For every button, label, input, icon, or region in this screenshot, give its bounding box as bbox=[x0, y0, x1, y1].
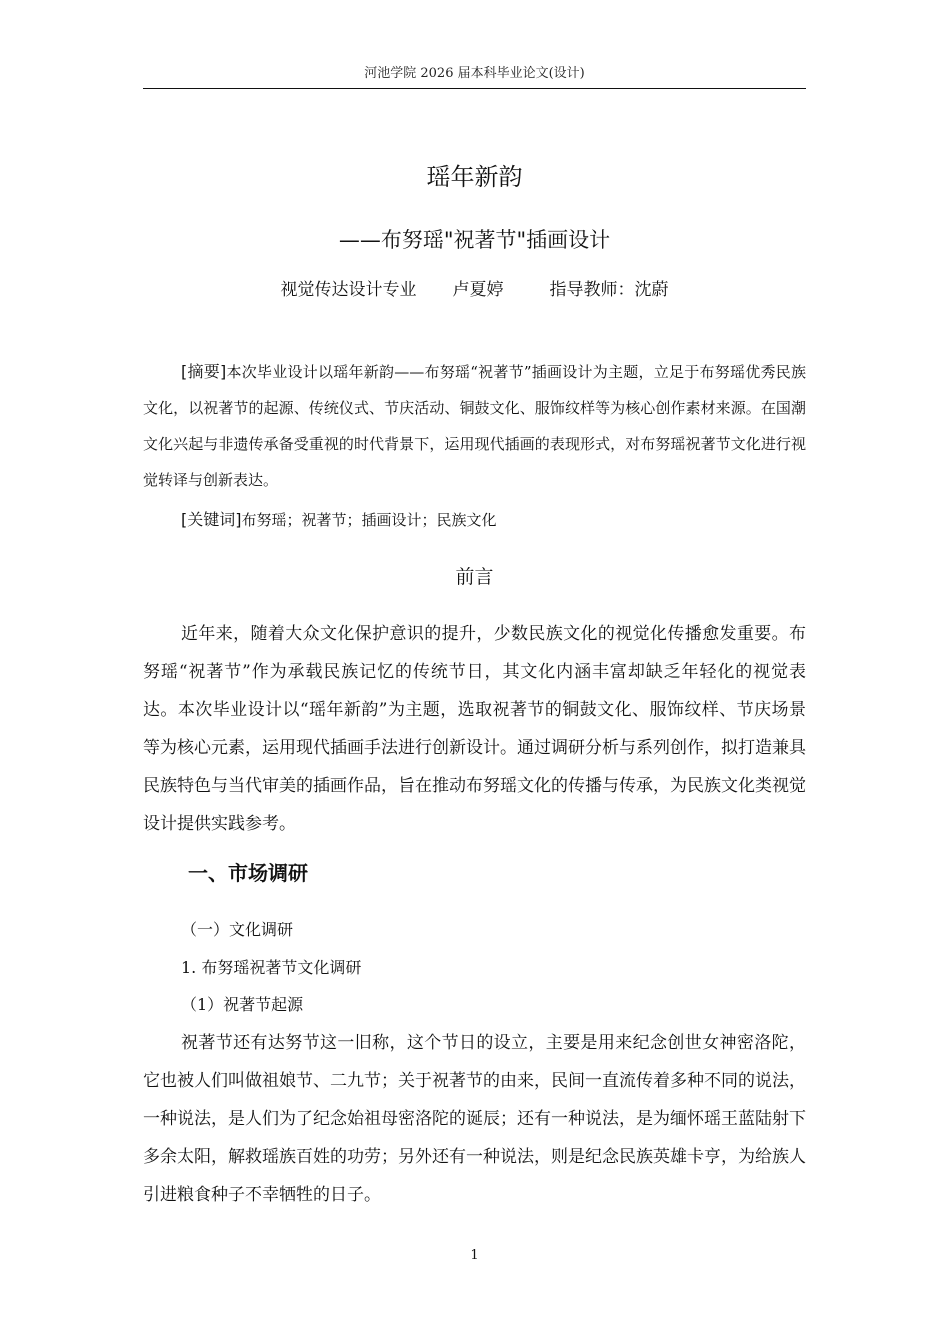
byline-advisor: 指导教师：沈蔚 bbox=[549, 280, 669, 300]
abstract bbox=[143, 354, 806, 498]
origin-paragraph: 祝著节还有达努节这一旧称，这个节日的设立，主要是用来纪念创世女神密洛陀，它也被人们叫做祖娘节、二九节；关于祝著节的由来，民间一直流传着多种不同的说法，一种说法，是人们为了纪念始祖母密洛陀的诞辰；还有一种说法，是为缅怀瑶王蓝陆射下多余太阳，解救瑶族百姓的功劳；另外还有一种说法，则是纪念民族英雄卡亨，为给族人引进粮食种子不幸牺牲的日子。 bbox=[143, 1033, 806, 1205]
byline-author: 卢夏婷 bbox=[452, 280, 504, 300]
abstract-text: 本次毕业设计以瑶年新韵——布努瑶“祝著节”插画设计为主题，立足于布努瑶优秀民族文化，以祝著节的起源、传统仪式、节庆活动、铜鼓文化、服饰纹样等为核心创作素材来源。在国潮文化兴起与非遗传承备受重视的时代背景下，运用现代插画的表现形式，对布努瑶祝著节文化进行视觉转译与创新表达。 bbox=[143, 363, 806, 489]
subsection-cultural-research: （一）文化调研 bbox=[181, 920, 294, 939]
preface-paragraph: 近年来，随着大众文化保护意识的提升，少数民族文化的视觉化传播愈发重要。布努瑶“祝著节”作为承载民族记忆的传统节日，其文化内涵丰富却缺乏年轻化的视觉表达。本次毕业设计以“瑶年新韵”为主题，选取祝著节的铜鼓文化、服饰纹样、节庆场景等为核心元素，运用现代插画手法进行创新设计。通过调研分析与系列创作，拟打造兼具民族特色与当代审美的插画作品，旨在推动布努瑶文化的传播与传承，为民族文化类视觉设计提供实践参考。 bbox=[143, 624, 806, 834]
keywords bbox=[143, 504, 806, 536]
running-header: 河池学院 2026 届本科毕业论文(设计) bbox=[364, 66, 585, 81]
header-rule bbox=[143, 88, 806, 89]
keywords-text: 布努瑶；祝著节；插画设计；民族文化 bbox=[241, 511, 497, 529]
byline-major: 视觉传达设计专业 bbox=[280, 280, 417, 300]
byline bbox=[143, 276, 806, 304]
preface-heading: 前言 bbox=[455, 566, 494, 588]
paper-title: 瑶年新韵 bbox=[426, 163, 523, 191]
keywords-label: [关键词] bbox=[181, 510, 242, 529]
subsection-festival-origin: （1）祝著节起源 bbox=[181, 995, 304, 1014]
section-heading-market-research: 一、市场调研 bbox=[188, 861, 308, 885]
page-number: 1 bbox=[470, 1248, 479, 1263]
abstract-label: [摘要] bbox=[181, 362, 227, 381]
subsection-festival-research: 1. 布努瑶祝著节文化调研 bbox=[181, 958, 362, 977]
paper-subtitle: ——布努瑶"祝著节"插画设计 bbox=[338, 228, 611, 252]
